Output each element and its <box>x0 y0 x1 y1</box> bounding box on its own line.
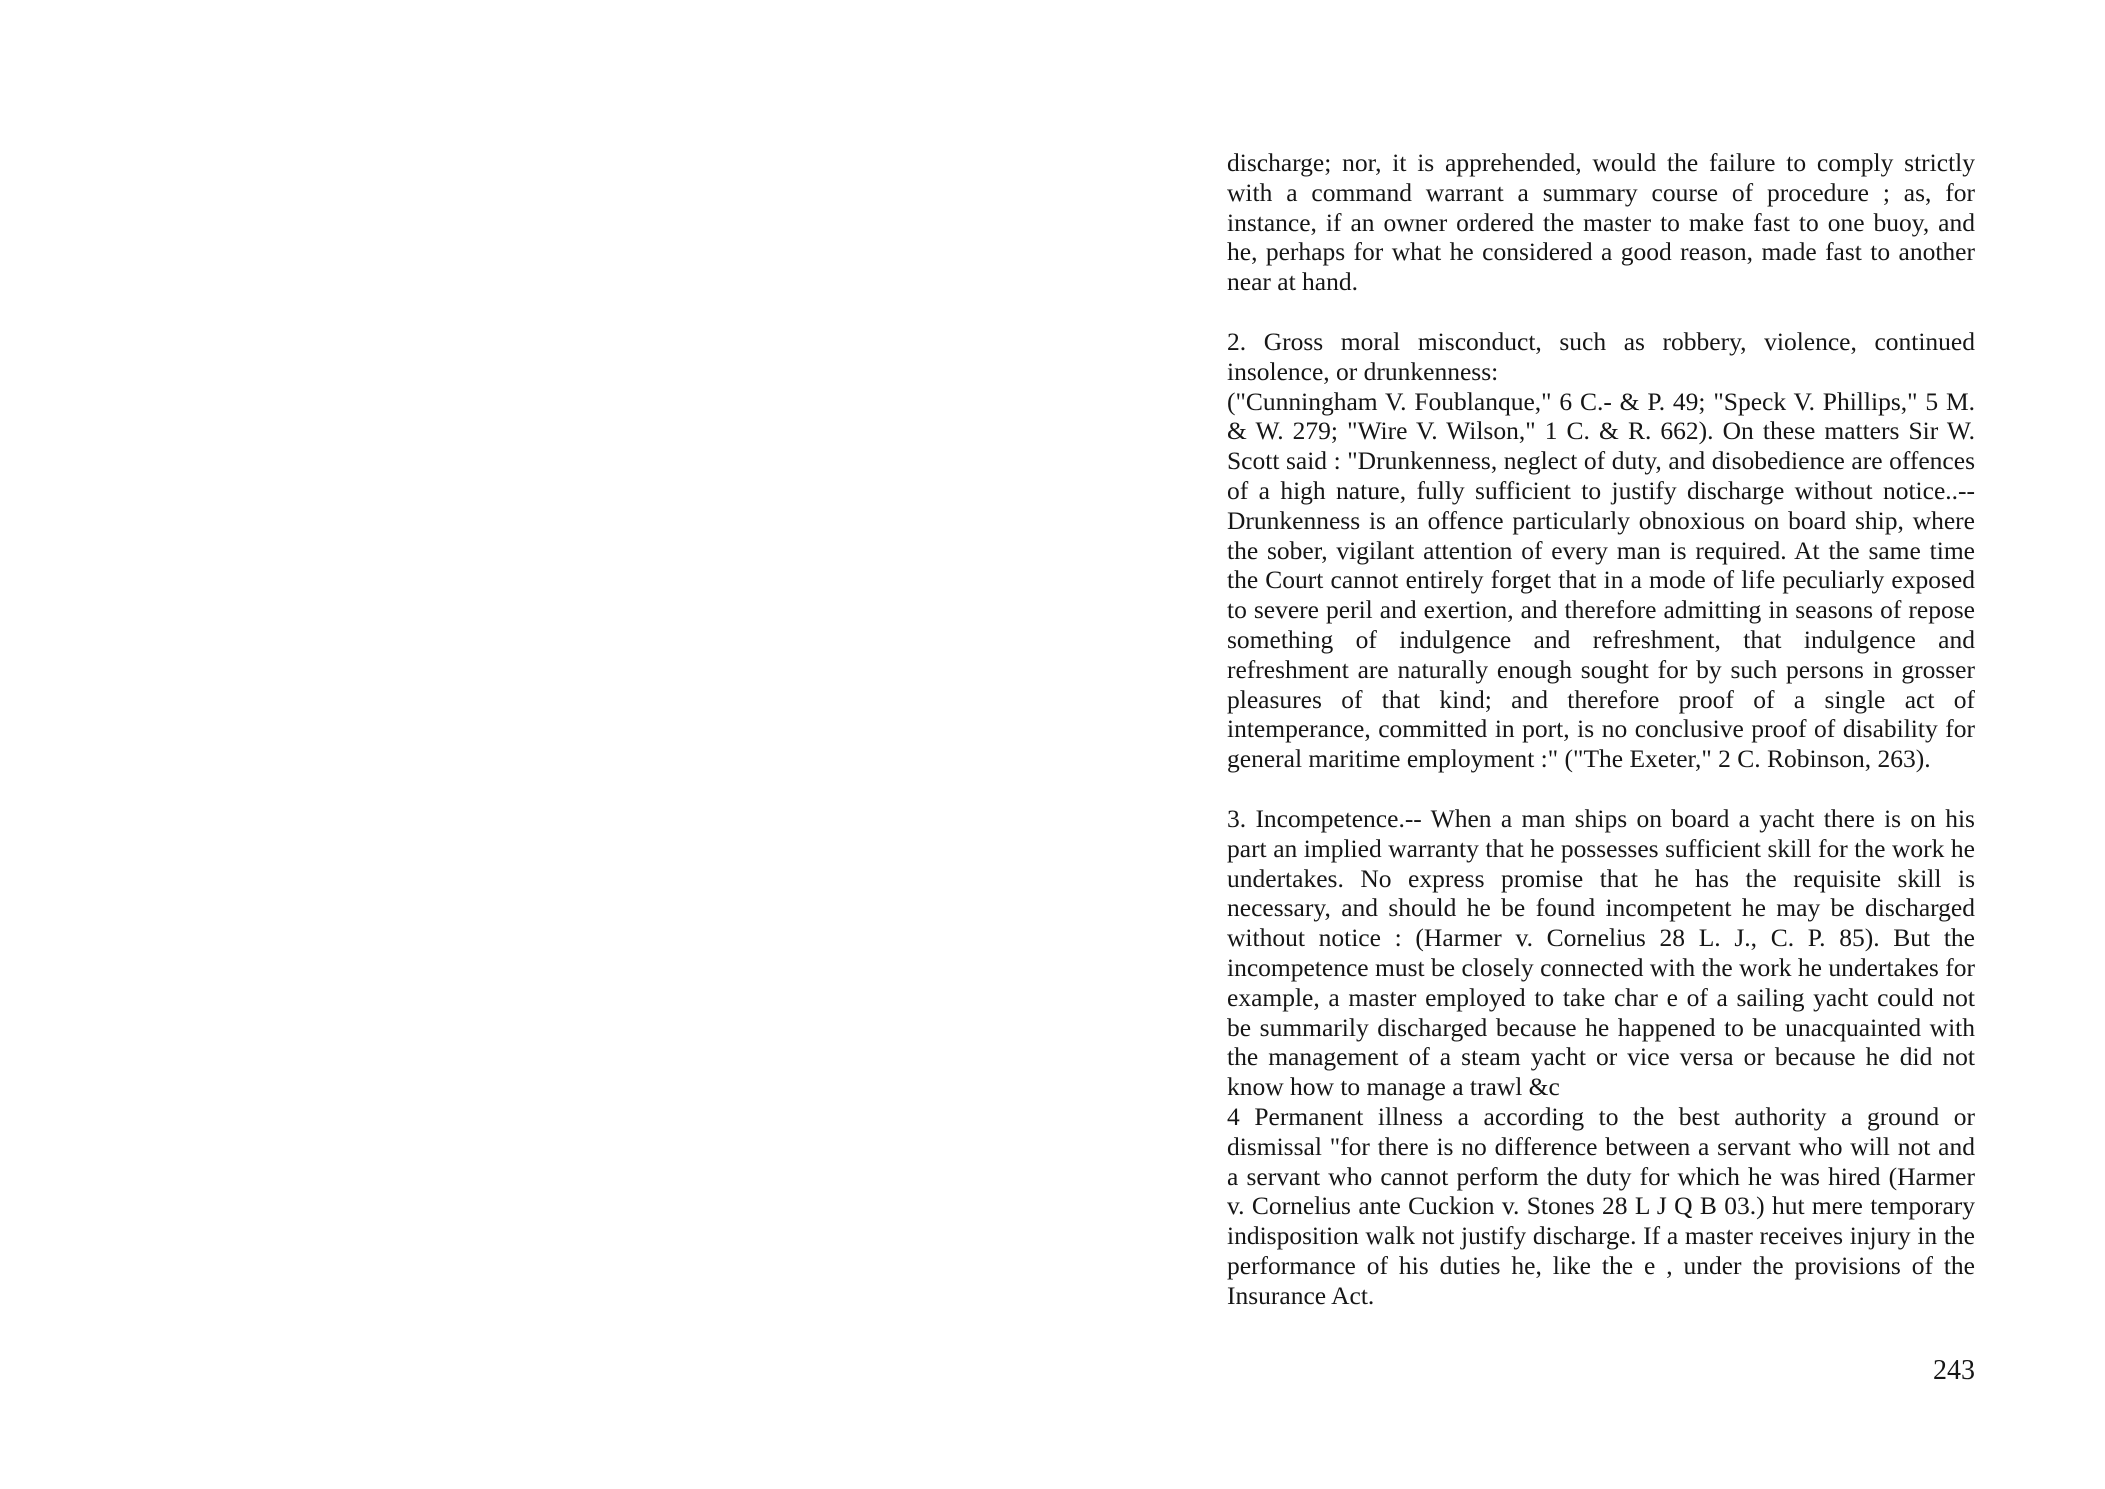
paragraph-item-2-heading: 2. Gross moral misconduct, such as robbery, violence, continued insolence, or drunkenness: <box>1227 326 1975 386</box>
paragraph-item-2-body: ("Cunningham V. Foublanque," 6 C.- & P. 49; "Speck V. Phillips," 5 M. & W. 279; "Wire V. Wilson," 1 C. & R. 662). On these matters Sir W. Scott said : "Drunkenness, neglect of duty, and disobedience are offences of a high nature, fully sufficient to justify discharge without notice..-- Drunkenness is an offence particularly obnoxious on board ship, where the sober, vigilant attention of every man is required. At the same time the Court cannot entirely forget that in a mode of life peculiarly exposed to severe peril and exertion, and therefore admitting in seasons of repose something of indulgence and refreshment, that indulgence and refreshment are naturally enough sought for by such persons in grosser pleasures of that kind; and therefore proof of a single act of intemperance, committed in port, is no conclusive proof of disability for general maritime employment :" ("The Exeter," 2 C. Robinson, 263). <box>1227 386 1975 774</box>
paragraph-item-4: 4 Permanent illness a according to the best authority a ground or dismissal "for there is no difference between a servant who will not and a servant who cannot perform the duty for which he was hired (Harmer v. Cornelius ante Cuckion v. Stones 28 L J Q B 03.) hut mere temporary indisposition walk not justify discharge. If a master receives injury in the performance of his duties he, like the e , under the provisions of the Insurance Act. <box>1227 1101 1975 1310</box>
paragraph-item-3: 3. Incompetence.-- When a man ships on board a yacht there is on his part an implied warranty that he possesses sufficient skill for the work he undertakes. No express promise that he has the requisite skill is necessary, and should he be found incompetent he may be discharged without notice : (Harmer v. Cornelius 28 L. J., C. P. 85). But the incompetence must be closely connected with the work he undertakes for example, a master employed to take char e of a sailing yacht could not be summarily discharged because he happened to be unacquainted with the management of a steam yacht or vice versa or because he did not know how to manage a trawl &c <box>1227 803 1975 1102</box>
text-column <box>1227 148 1975 1310</box>
page-number: 243 <box>1933 1355 1975 1386</box>
paragraph-continuation: discharge; nor, it is apprehended, would the failure to comply strictly with a command warrant a summary course of procedure ; as, for instance, if an owner ordered the master to make fast to one buoy, and he, perhaps for what he considered a good reason, made fast to another near at hand. <box>1227 148 1975 297</box>
